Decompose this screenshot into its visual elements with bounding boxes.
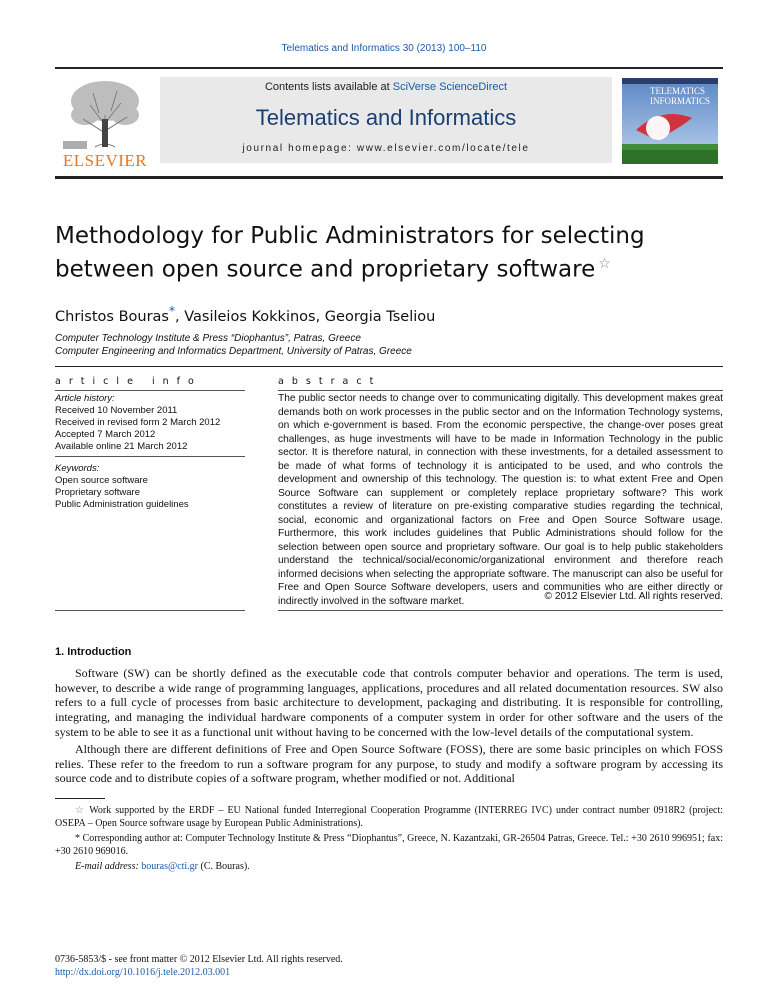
cover-title: TELEMATICS INFORMATICS — [650, 86, 711, 106]
journal-banner — [160, 77, 612, 163]
article-info-rule — [55, 390, 245, 391]
history-received: Received 10 November 2011 — [55, 405, 178, 416]
abstract-rule — [278, 390, 723, 391]
keywords-label: Keywords: — [55, 463, 100, 474]
doi-link[interactable]: http://dx.doi.org/10.1016/j.tele.2012.03.001 — [55, 967, 231, 978]
header-bottom-rule — [55, 176, 723, 179]
affiliation-2: Computer Engineering and Informatics Department, University of Patras, Greece — [55, 346, 412, 357]
affiliations — [55, 332, 412, 358]
article-history — [55, 393, 245, 453]
history-label: Article history: — [55, 393, 115, 404]
author-email-link[interactable]: bouras@cti.gr — [141, 861, 198, 872]
journal-title: Telematics and Informatics — [255, 105, 517, 130]
keywords-rule — [55, 456, 245, 457]
issn-line: 0736-5853/$ - see front matter © 2012 Elsevier Ltd. All rights reserved. — [55, 954, 343, 965]
contents-availability: Contents lists available at SciVerse ScienceDirect — [264, 81, 508, 93]
keyword-item: Public Administration guidelines — [55, 499, 189, 510]
history-online: Available online 21 March 2012 — [55, 441, 188, 452]
keyword-item: Proprietary software — [55, 487, 141, 498]
introduction-heading: 1. Introduction — [55, 646, 132, 658]
email-footnote: E-mail address: bouras@cti.gr (C. Bouras). — [75, 861, 250, 872]
keywords — [55, 463, 245, 511]
corresponding-author-mark[interactable]: * — [169, 304, 175, 318]
journal-homepage[interactable]: journal homepage: www.elsevier.com/locate/tele — [242, 143, 530, 154]
journal-cover-image — [622, 78, 718, 164]
abstract-copyright: © 2012 Elsevier Ltd. All rights reserved. — [544, 591, 723, 602]
corresponding-author-footnote: * Corresponding author at: Computer Technology Institute & Press “Diophantus”, Greece, N. Kazantzaki, GR-26504 Patras, Greece. Tel.: +30 2610 996951; fax: +30 2610 969016. — [55, 833, 724, 857]
title-footnote-mark[interactable]: ☆ — [598, 256, 611, 272]
sciencedirect-link[interactable]: SciVerse ScienceDirect — [392, 81, 508, 93]
funding-footnote-mark: ☆ — [75, 805, 86, 816]
issn-block — [55, 953, 343, 979]
elsevier-logo — [55, 75, 155, 170]
author-list: Christos Bouras*, Vasileios Kokkinos, Georgia Tseliou — [55, 304, 436, 325]
section-rule — [55, 366, 723, 367]
corresponding-footnote-mark: * — [75, 833, 80, 844]
header-top-rule — [55, 67, 723, 69]
abstract-heading: a b s t r a c t — [278, 376, 376, 387]
article-title: Methodology for Public Administrators for selecting between open source and proprietary software ☆ — [55, 223, 645, 283]
history-accepted: Accepted 7 March 2012 — [55, 429, 156, 440]
history-revised: Received in revised form 2 March 2012 — [55, 417, 221, 428]
footnote-rule — [55, 798, 105, 799]
abstract-bottom-rule — [278, 610, 723, 611]
intro-paragraph-2: Although there are different definitions of Free and Open Source Software (FOSS), there are some basic principles on which FOSS relies. These refer to the freedom to run a software program for any purpose, to study and modify a software program by accessing its source code and to distribute copies of a software program, whether modified or not. Additional — [55, 742, 723, 786]
funding-footnote: ☆ Work supported by the ERDF – EU National funded Interregional Cooperation Programme (INTERREG IVC) under contract number 0918R2 (project: OSEPA – Open Source software usage by European Public Administrations). — [55, 805, 724, 829]
affiliation-1: Computer Technology Institute & Press “Diophantus”, Patras, Greece — [55, 333, 361, 344]
article-info-bottom-rule — [55, 610, 245, 611]
article-info-heading: a r t i c l e i n f o — [55, 376, 197, 387]
keyword-item: Open source software — [55, 475, 148, 486]
abstract-text: The public sector needs to change over to communicating digitally. This development makes great demands both on work processes in the public sector and on the Information Technology systems, on which e-government is based. From the economic perspective, the change-over poses great challenges, as huge investments will have to be made in Information Technology in the public sector. It is therefore natural, in connection with these investments, for a detailed assessment to be made of what forms of technology it is anticipated to be used, and who controls the development and ownership of this technology. The question is: to what extent Free and Open Source Software can supplement or completely replace proprietary software? This work constitutes a review of literature on pre-existing comparative studies regarding the technical, social, economic and organizational factors on Free and Open Source Software usage. Furthermore, this work includes guidelines that Public Administrations should follow for the selection between open source and proprietary software. Our goal is to help public stakeholders understand the technical/social/economic/organizational environment and therefore reach informed decisions when selecting the appropriate software. The manuscript can also be useful for Free and Open Source Software developers, users and communities who are either directly or indirectly involved in the software market. — [278, 393, 723, 607]
journal-citation[interactable]: Telematics and Informatics 30 (2013) 100–110 — [281, 43, 487, 54]
intro-paragraph-1: Software (SW) can be shortly defined as the executable code that controls computer behavior and operations. The term is used, however, to describe a wide range of programming languages, applications, procedures and all related documentation resources. SW also refers to a full cycle of processes from basic architecture to development, packaging and distributing. It is responsible for controlling, integrating, and managing the individual hardware components of a computer system in order for other software and the users of the system to be able to see it as a functional unit without having to be concerned with the low-level details of the computational system. — [55, 666, 723, 739]
publisher-name: ELSEVIER — [62, 151, 148, 170]
